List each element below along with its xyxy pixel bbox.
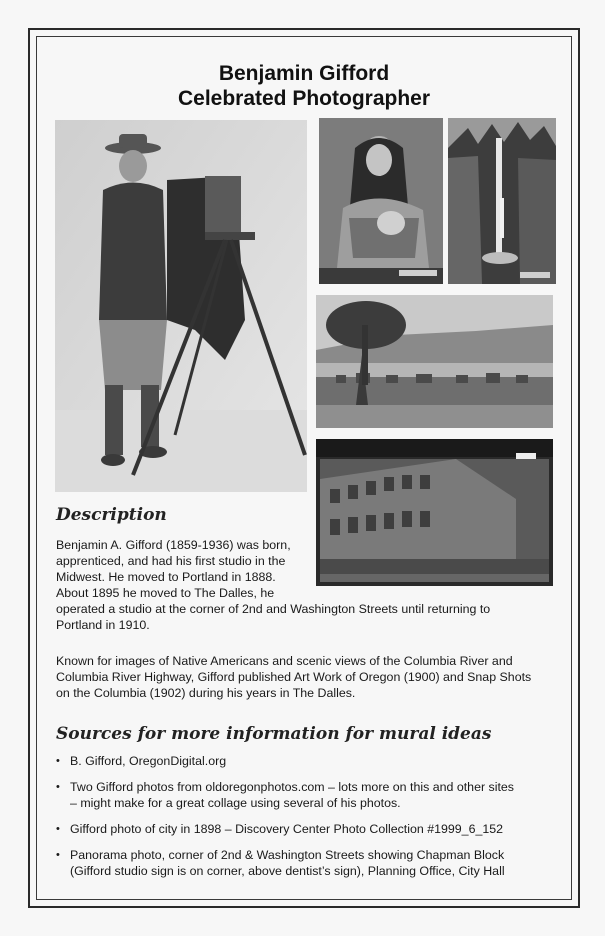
text-line: About 1895 he moved to The Dalles, he	[56, 586, 275, 600]
text-line: • Gifford photo of city in 1898 – Discovery Center Photo Collection #1999_6_152	[70, 822, 504, 836]
text-line: on the Columbia (1902) during his years in The Dalles.	[56, 686, 356, 700]
description-paragraph-2	[56, 653, 531, 701]
description-heading: Description	[56, 505, 167, 525]
page-title: Benjamin Gifford	[218, 62, 390, 85]
text-line: apprenticed, and had his first studio in the	[56, 554, 286, 568]
photo-city-panorama-1898	[316, 295, 553, 428]
text-line: Portland in 1910.	[56, 618, 150, 632]
page-subtitle: Celebrated Photographer	[177, 87, 431, 110]
list-item	[56, 847, 556, 879]
text-line: Columbia River Highway, Gifford published Art Work of Oregon (1900) and Snap Shots	[56, 670, 532, 684]
photo-native-woman-with-baby	[319, 118, 443, 284]
text-line: Midwest. He moved to Portland in 1888.	[56, 570, 276, 584]
list-item	[56, 779, 556, 811]
text-line: operated a studio at the corner of 2nd and Washington Streets until returning to	[56, 602, 491, 616]
description-paragraph-1	[56, 537, 490, 633]
text-line: • Panorama photo, corner of 2nd & Washington Streets showing Chapman Block	[70, 848, 505, 862]
list-item	[56, 753, 556, 769]
text-line: – might make for a great collage using several of his photos.	[70, 796, 401, 810]
sources-list	[56, 753, 556, 879]
text-line: • Two Gifford photos from oldoregonphotos.com – lots more on this and other sites	[70, 780, 515, 794]
photo-waterfall	[448, 118, 556, 284]
text-line: Benjamin A. Gifford (1859-1936) was born,	[56, 538, 291, 552]
photo-photographer-with-camera	[55, 120, 307, 492]
list-item	[56, 821, 556, 837]
text-line: • B. Gifford, OregonDigital.org	[70, 754, 227, 768]
text-line: (Gifford studio sign is on corner, above dentist’s sign), Planning Office, City Hall	[70, 864, 505, 878]
sources-heading: Sources for more information for mural ideas	[56, 724, 492, 744]
text-line: Known for images of Native Americans and scenic views of the Columbia River and	[56, 654, 513, 668]
